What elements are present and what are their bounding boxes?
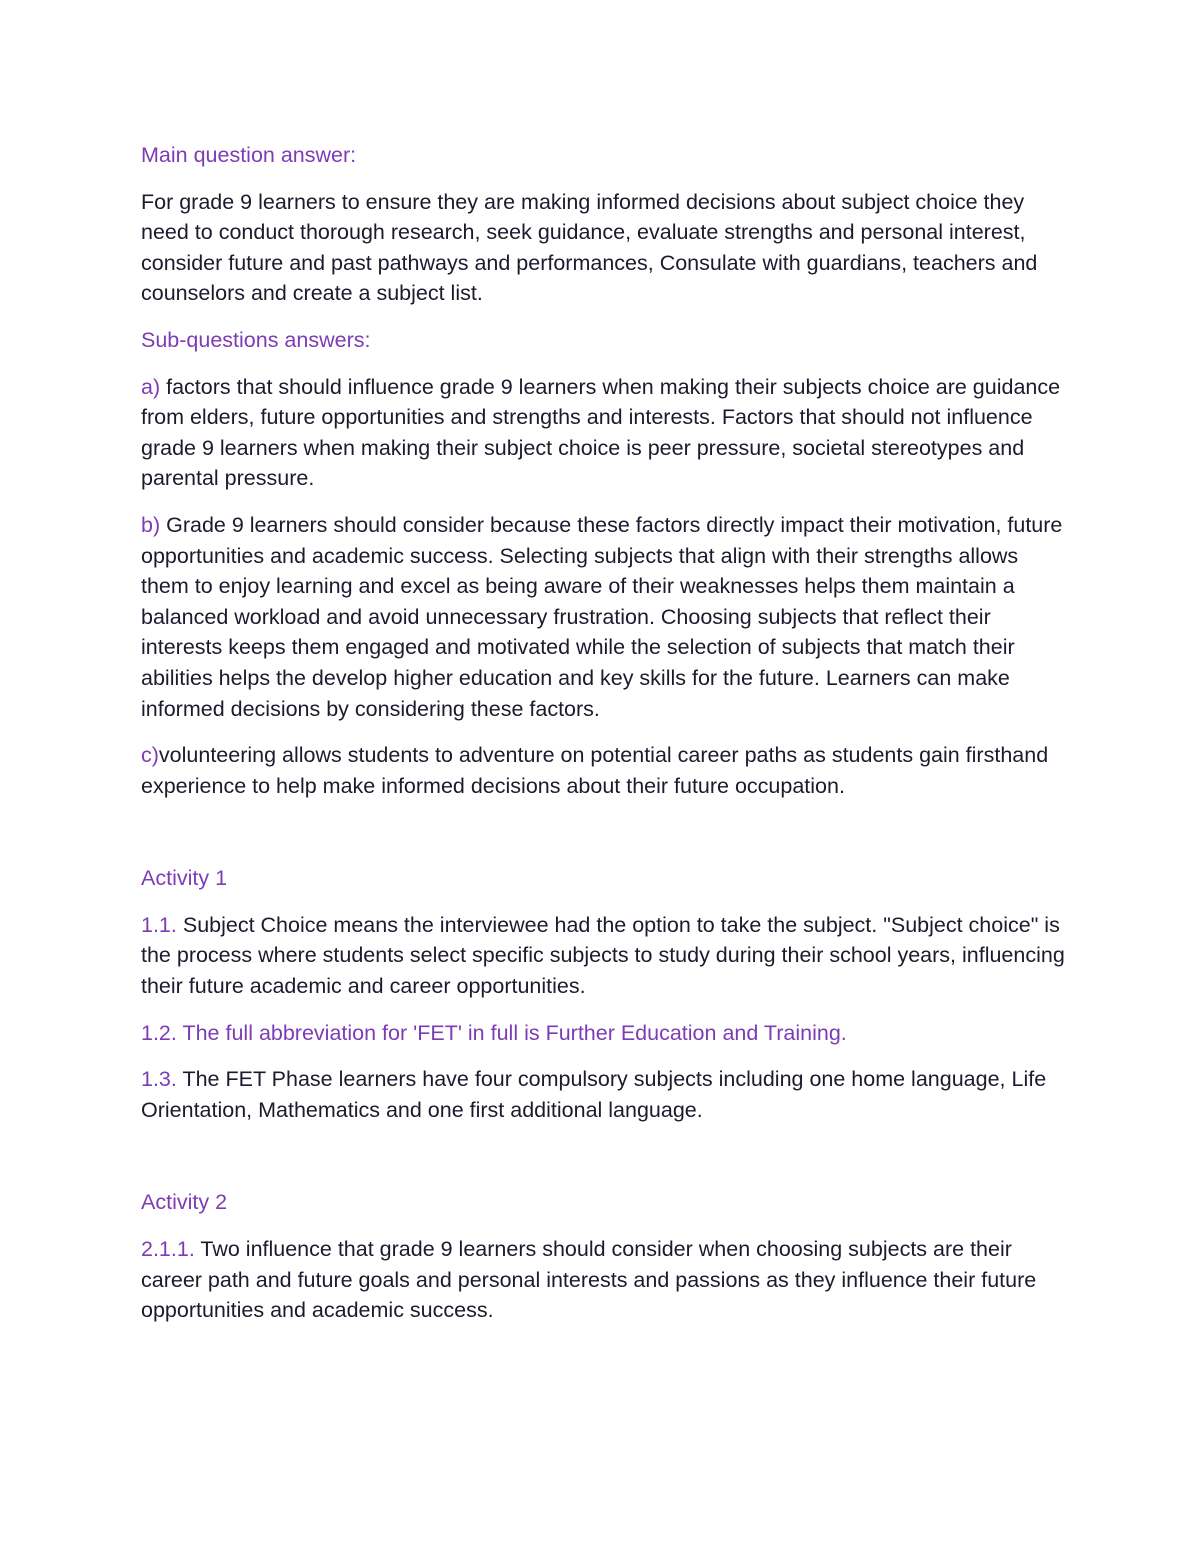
main-question-heading: Main question answer: [141,143,357,167]
sub-answer-c-label: c) [141,743,159,768]
activity-1-q1-text: Subject Choice means the interviewee had the option to take the subject. "Subject choice" is the process where students select specific subjects to study during their school years, influencing their future academic and career opportunities. [141,912,1065,999]
activity-2-q1-label: 2.1.1. [141,1237,195,1262]
document-content [141,140,1071,1326]
activity-2-q1-text: Two influence that grade 9 learners should consider when choosing subjects are their career path and future goals and personal interests and passions as they influence their future opportunities and academic success. [141,1237,1037,1323]
sub-questions-heading: Sub-questions answers: [141,327,371,352]
sub-answer-c [141,740,1071,801]
activity-1-q1 [141,910,1071,1002]
sub-answer-c-text: volunteering allows students to adventure on potential career paths as students gain firsthand experience to help make informed decisions about their future occupation. [141,743,1049,798]
activity-1-heading: Activity 1 [141,866,228,891]
activity-1-q2 [141,1018,1071,1049]
sub-answer-b [141,510,1071,724]
activity-2-heading: Activity 2 [141,1190,228,1215]
activity-1-q1-label: 1.1. [141,912,177,937]
sub-answer-b-label: b) [141,512,161,537]
main-answer-paragraph: For grade 9 learners to ensure they are making informed decisions about subject choice they need to conduct thorough research, seek guidance, evaluate strengths and personal interest, consider future and past pathways and performances, Consulate with guardians, teachers and counselors and create a subject list. [141,189,1038,306]
sub-answer-a-text: factors that should influence grade 9 learners when making their subjects choice are guidance from elders, future opportunities and strengths and interests. Factors that should not influence grade 9 learners when making their subject choice is peer pressure, societal stereotypes and parental pressure. [141,374,1061,491]
activity-1-q3 [141,1064,1071,1125]
sub-answer-a-label: a) [141,374,161,399]
activity-1-q3-label: 1.3. [141,1067,177,1092]
sub-answer-a [141,372,1071,494]
activity-1-q2-text: The full abbreviation for 'FET' in full is Further Education and Training. [176,1020,847,1045]
activity-1-q3-text: The FET Phase learners have four compulsory subjects including one home language, Life Orientation, Mathematics and one first additional language. [141,1067,1047,1122]
sub-answer-b-text: Grade 9 learners should consider because these factors directly impact their motivation, future opportunities and academic success. Selecting subjects that align with their strengths allows them to enjoy learning and excel as being aware of their weaknesses helps them maintain a balanced workload and avoid unnecessary frustration. Choosing subjects that reflect their interests keeps them engaged and motivated while the selection of subjects that match their abilities helps the develop higher education and key skills for the future. Learners can make informed decisions by considering these factors. [141,512,1063,721]
activity-2-q1 [141,1234,1071,1326]
activity-1-q2-label: 1.2. [141,1020,177,1045]
